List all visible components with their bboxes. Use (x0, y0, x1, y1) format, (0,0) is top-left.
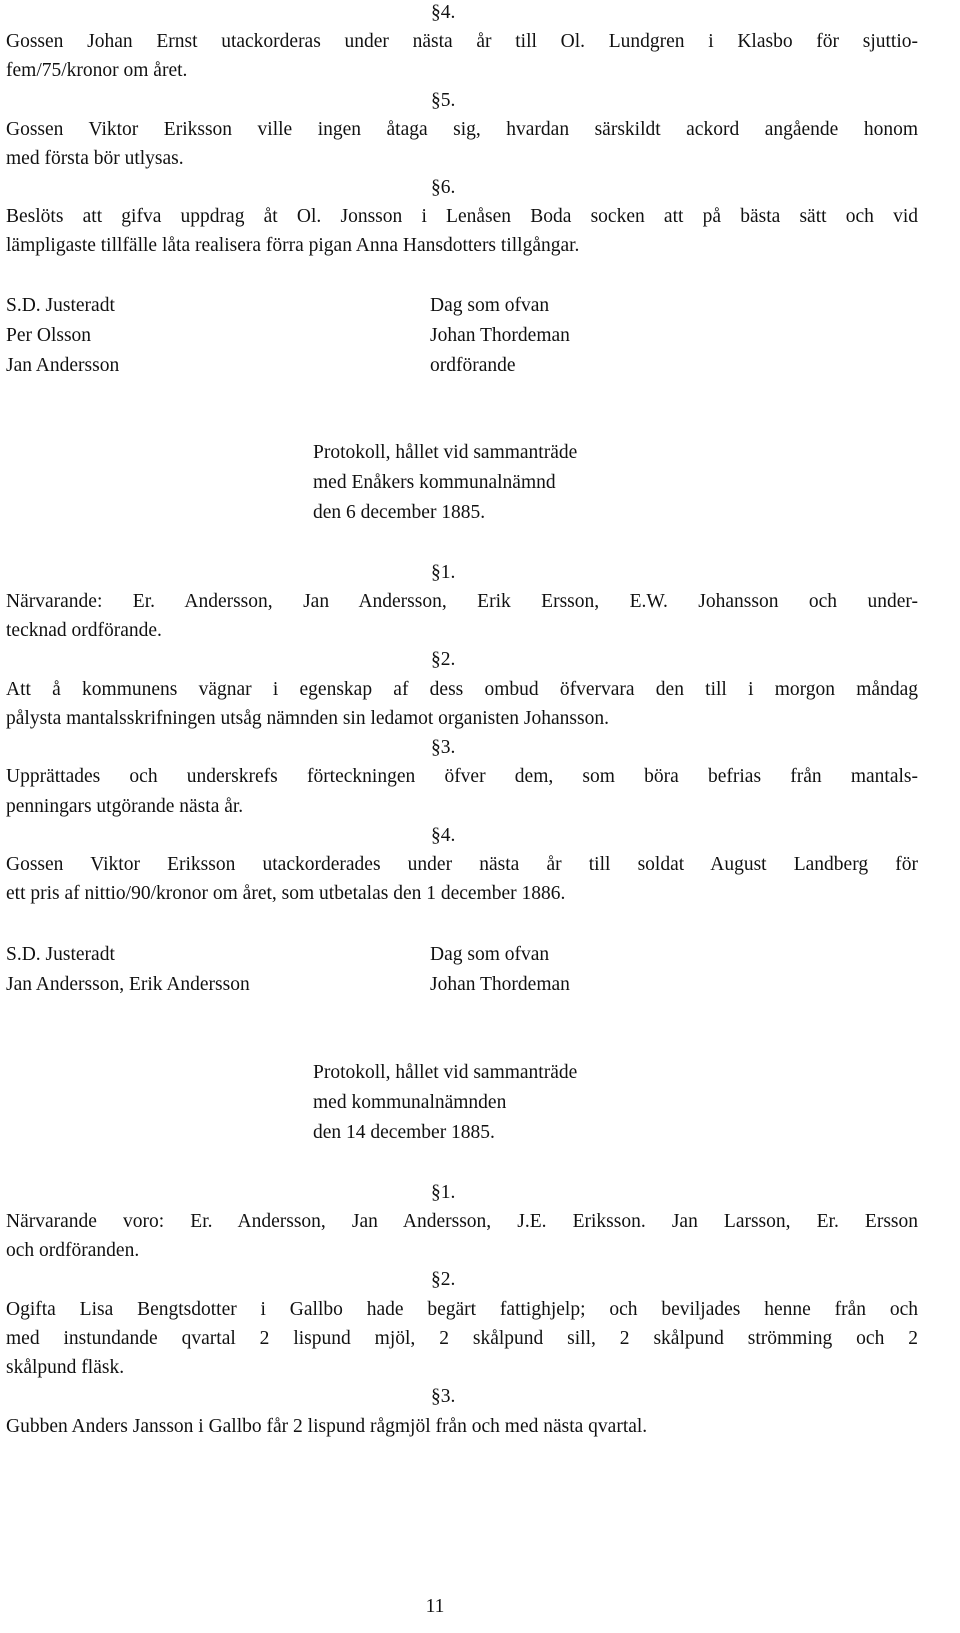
section-number: §6. (431, 177, 456, 198)
paragraph-line: Närvarande voro: Er. Andersson, Jan Andersson, J.E. Eriksson. Jan Larsson, Er. Ersson (6, 1211, 918, 1232)
signature-right: Dag som ofvan (430, 944, 550, 965)
paragraph-line: penningars utgörande nästa år. (6, 796, 244, 817)
paragraph-line: tecknad ordförande. (6, 620, 162, 641)
section-number: §1. (431, 1182, 456, 1203)
section-number: §1. (431, 562, 456, 583)
protocol-heading: Protokoll, hållet vid sammanträde (313, 442, 578, 463)
signature-left: Jan Andersson (6, 355, 120, 376)
section-number: §4. (431, 825, 456, 846)
signature-left: S.D. Justeradt (6, 295, 115, 316)
paragraph-line: Gossen Johan Ernst utackorderas under nästa år till Ol. Lundgren i Klasbo för sjuttio- (6, 31, 918, 52)
paragraph-line: ett pris af nittio/90/kronor om året, som utbetalas den 1 december 1886. (6, 883, 566, 904)
paragraph-line: Att å kommunens vägnar i egenskap af dess ombud öfvervara den till i morgon måndag (6, 679, 918, 700)
paragraph-line: skålpund fläsk. (6, 1357, 125, 1378)
paragraph-line: Närvarande: Er. Andersson, Jan Andersson, Erik Ersson, E.W. Johansson och under- (6, 591, 918, 612)
paragraph-line: och ordföranden. (6, 1240, 140, 1261)
protocol-heading: den 14 december 1885. (313, 1122, 495, 1143)
paragraph-line: pålysta mantalsskrifningen utsåg nämnden sin ledamot organisten Johansson. (6, 708, 609, 729)
paragraph-line: Upprättades och underskrefs förteckningen öfver dem, som böra befrias från mantals- (6, 766, 918, 787)
paragraph-line: Beslöts att gifva uppdrag åt Ol. Jonsson i Lenåsen Boda socken att på bästa sätt och vid (6, 206, 918, 227)
protocol-heading: den 6 december 1885. (313, 502, 486, 523)
signature-left: Jan Andersson, Erik Andersson (6, 974, 250, 995)
signature-right: Johan Thordeman (430, 325, 570, 346)
signature-right: Dag som ofvan (430, 295, 550, 316)
signature-right: ordförande (430, 355, 516, 376)
protocol-heading: med kommunalnämnden (313, 1092, 507, 1113)
section-number: §3. (431, 737, 456, 758)
protocol-heading: Protokoll, hållet vid sammanträde (313, 1062, 578, 1083)
section-number: §2. (431, 1269, 456, 1290)
paragraph-line: Gossen Viktor Eriksson utackorderades under nästa år till soldat August Landberg för (6, 854, 918, 875)
paragraph-line: med instundande qvartal 2 lispund mjöl, 2 skålpund sill, 2 skålpund strömming och 2 (6, 1328, 918, 1349)
signature-left: Per Olsson (6, 325, 92, 346)
signature-right: Johan Thordeman (430, 974, 570, 995)
paragraph-line: fem/75/kronor om året. (6, 60, 188, 81)
paragraph-line: Gubben Anders Jansson i Gallbo får 2 lispund rågmjöl från och med nästa qvartal. (6, 1416, 648, 1437)
section-number: §3. (431, 1386, 456, 1407)
paragraph-line: lämpligaste tillfälle låta realisera förra pigan Anna Hansdotters tillgångar. (6, 235, 580, 256)
paragraph-line: med första bör utlysas. (6, 148, 184, 169)
protocol-heading: med Enåkers kommunalnämnd (313, 472, 556, 493)
section-number: §2. (431, 649, 456, 670)
section-number: §5. (431, 90, 456, 111)
section-number: §4. (431, 2, 456, 23)
paragraph-line: Ogifta Lisa Bengtsdotter i Gallbo hade begärt fattighjelp; och beviljades henne från och (6, 1299, 918, 1320)
paragraph-line: Gossen Viktor Eriksson ville ingen åtaga sig, hvardan särskildt ackord angående honom (6, 119, 918, 140)
page-number: 11 (425, 1596, 445, 1617)
document-page (6, 0, 918, 1633)
signature-left: S.D. Justeradt (6, 944, 115, 965)
